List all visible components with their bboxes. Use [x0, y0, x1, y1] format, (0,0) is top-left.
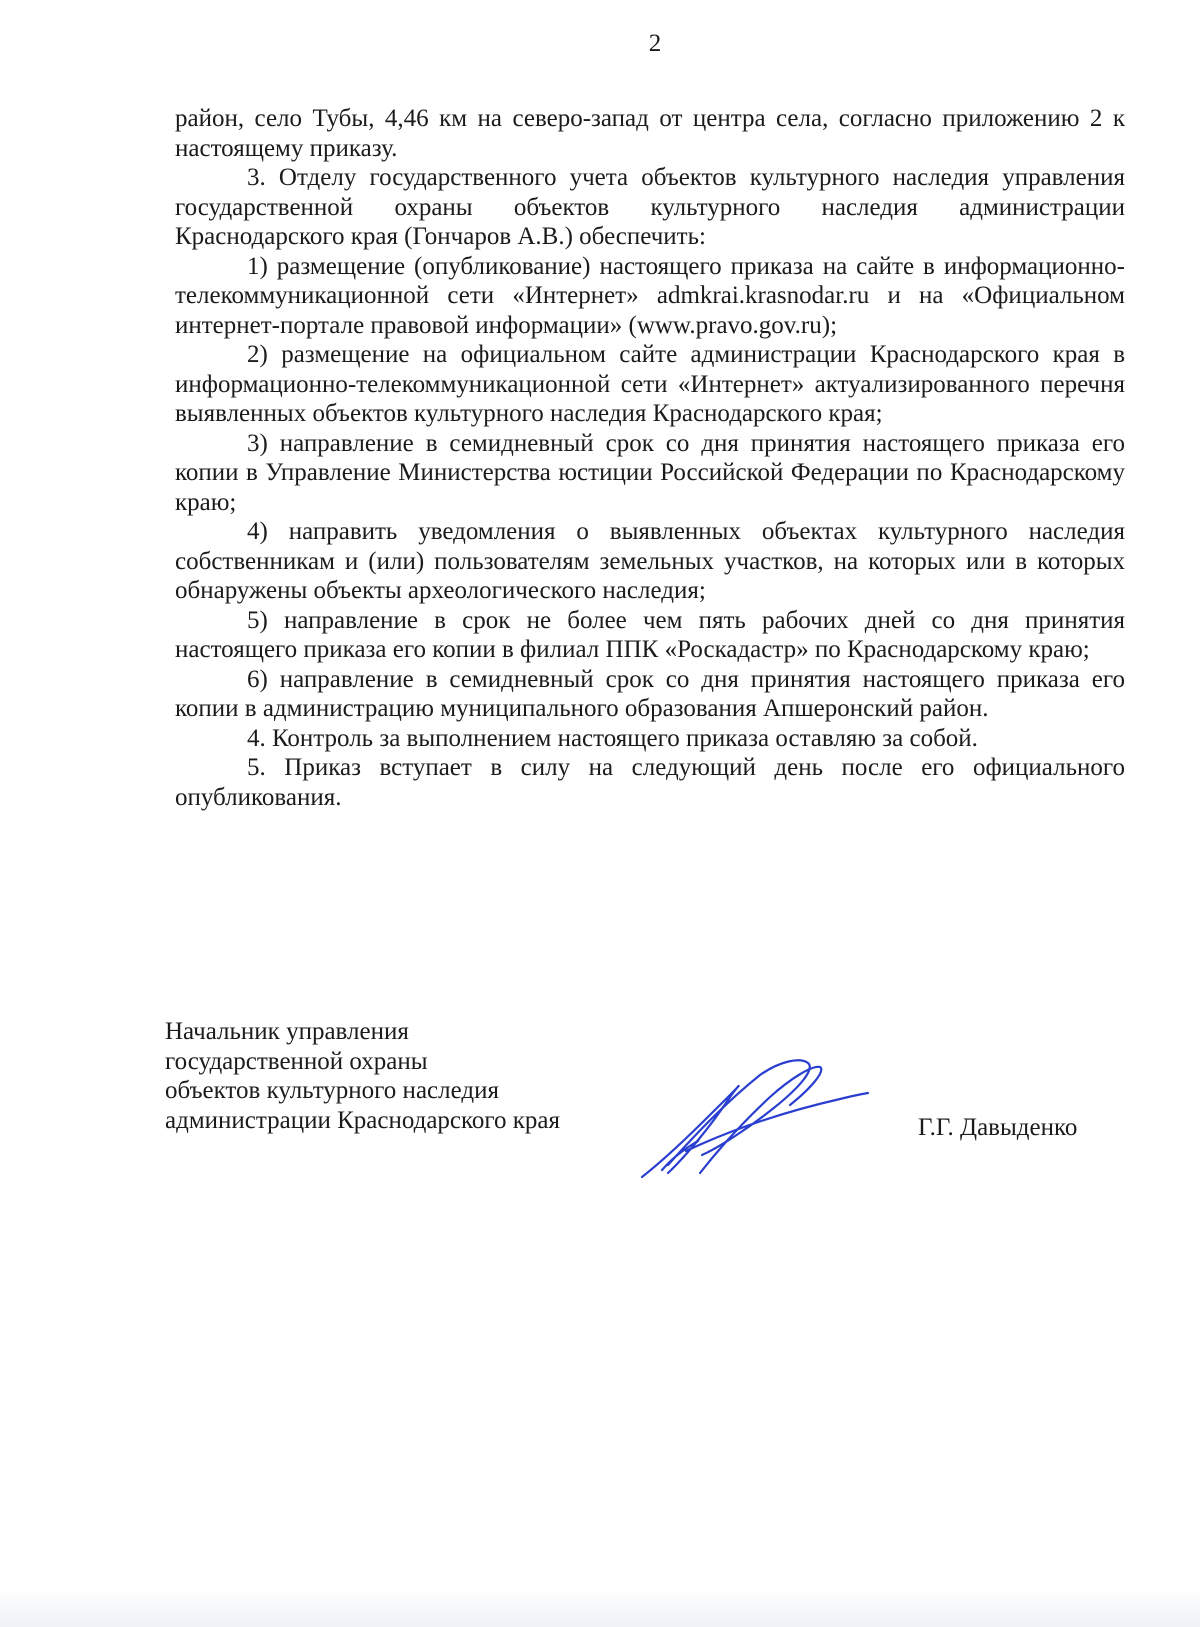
paragraph-item-3: 3. Отделу государственного учета объектов культурного наследия управления государственной охраны объектов культурного наследия администрации Краснодарского края (Гончаров А.В.) обеспечить:	[175, 164, 1125, 250]
paragraph-subitem-6: 6) направление в семидневный срок со дня принятия настоящего приказа его копии в администрацию муниципального образования Апшеронский район.	[175, 665, 1125, 722]
signatory-title	[165, 1017, 635, 1135]
document-body	[175, 104, 1125, 812]
signatory-title-line: администрации Краснодарского края	[165, 1106, 561, 1134]
paragraph-continuation: район, село Тубы, 4,46 км на северо-запад от центра села, согласно приложению 2 к настоящему приказу.	[175, 105, 1125, 162]
paragraph-subitem-5: 5) направление в срок не более чем пять рабочих дней со дня принятия настоящего приказа его копии в филиал ППК «Роскадастр» по Краснодарскому краю;	[175, 606, 1125, 663]
signatory-title-line: государственной охраны	[165, 1047, 428, 1075]
scan-edge-shadow	[0, 1587, 1200, 1627]
handwritten-signature	[640, 1055, 870, 1195]
paragraph-subitem-3: 3) направление в семидневный срок со дня принятия настоящего приказа его копии в Управление Министерства юстиции Российской Федерации по Краснодарскому краю;	[175, 429, 1125, 516]
paragraph-subitem-4: 4) направить уведомления о выявленных объектах культурного наследия собственникам и (или) пользователям земельных участков, на которых или в которых обнаружены объекты археологического наследия;	[175, 518, 1125, 604]
page-number: 2	[648, 30, 662, 57]
paragraph-item-5: 5. Приказ вступает в силу на следующий день после его официального опубликования.	[175, 754, 1125, 811]
signatory-title-line: объектов культурного наследия	[165, 1077, 499, 1104]
signatory-title-line: Начальник управления	[165, 1018, 409, 1045]
paragraph-item-4: 4. Контроль за выполнением настоящего приказа оставляю за собой.	[247, 724, 978, 752]
paragraph-subitem-2: 2) размещение на официальном сайте администрации Краснодарского края в информационно-телекоммуникационной сети «Интернет» актуализированного перечня выявленных объектов культурного наследия Краснодарского края;	[175, 341, 1125, 427]
paragraph-subitem-1: 1) размещение (опубликование) настоящего приказа на сайте в информационно-телекоммуникационной сети «Интернет» admkrai.krasnodar.ru и на «Официальном интернет-портале правовой информации» (www.pravo.gov.ru);	[175, 252, 1125, 339]
signatory-name: Г.Г. Давыденко	[918, 1114, 1078, 1141]
